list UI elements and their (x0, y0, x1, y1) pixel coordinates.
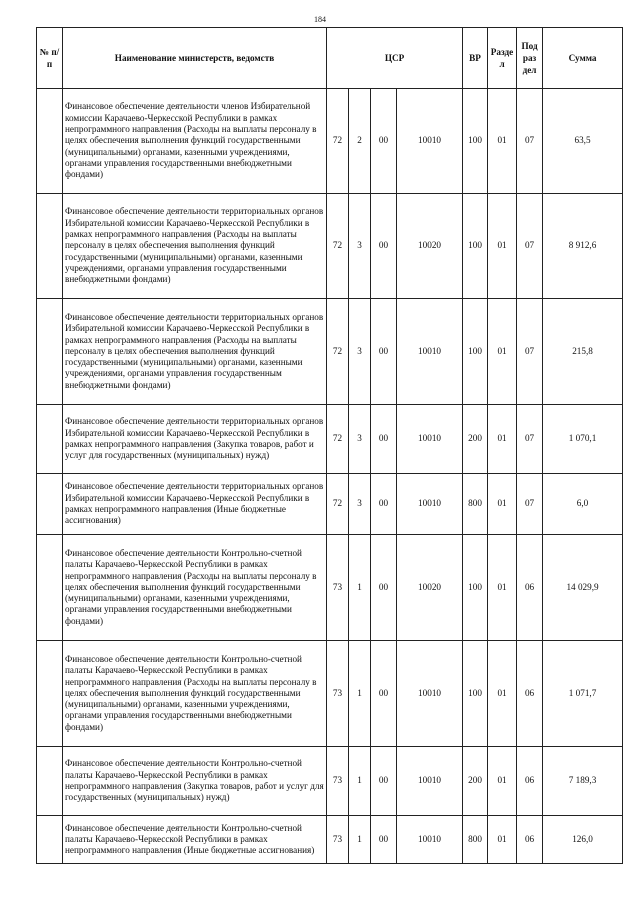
csr-event-cell: 00 (371, 299, 397, 405)
csr-program-cell: 73 (327, 535, 349, 641)
vr-cell: 100 (463, 535, 488, 641)
csr-direction-cell: 10010 (397, 747, 463, 816)
csr-subprogram-cell: 2 (349, 89, 371, 194)
row-num-cell (37, 535, 63, 641)
csr-direction-cell: 10010 (397, 641, 463, 747)
csr-program-cell: 73 (327, 747, 349, 816)
razdel-cell: 01 (488, 747, 517, 816)
csr-subprogram-cell: 1 (349, 747, 371, 816)
csr-subprogram-cell: 1 (349, 816, 371, 864)
csr-event-cell: 00 (371, 405, 397, 474)
row-num-cell (37, 405, 63, 474)
csr-event-cell: 00 (371, 535, 397, 641)
table-row (37, 816, 623, 864)
row-num-cell (37, 194, 63, 299)
csr-event-cell: 00 (371, 194, 397, 299)
csr-subprogram-cell: 3 (349, 405, 371, 474)
razdel-cell: 01 (488, 816, 517, 864)
csr-program-cell: 72 (327, 194, 349, 299)
podrazdel-cell: 07 (517, 474, 543, 535)
budget-table (36, 27, 623, 864)
csr-event-cell: 00 (371, 641, 397, 747)
csr-subprogram-cell: 1 (349, 535, 371, 641)
header-summa: Сумма (543, 28, 623, 89)
summa-cell: 126,0 (543, 816, 623, 864)
razdel-cell: 01 (488, 194, 517, 299)
podrazdel-cell: 07 (517, 194, 543, 299)
vr-cell: 100 (463, 194, 488, 299)
page-number: 184 (314, 15, 326, 24)
summa-cell: 63,5 (543, 89, 623, 194)
vr-cell: 200 (463, 405, 488, 474)
summa-cell: 8 912,6 (543, 194, 623, 299)
podrazdel-cell: 06 (517, 535, 543, 641)
row-name-cell: Финансовое обеспечение деятельности членов Избирательной комиссии Карачаево-Черкесской Республики в рамках непрограммного направления (Расходы на выплаты персоналу в целях обеспечения выполнения функций государственными (муниципальными) органами, казенными учреждениями, органами управления государственными внебюджетными фондами) (63, 89, 327, 194)
row-name-cell: Финансовое обеспечение деятельности территориальных органов Избирательной комиссии Карачаево-Черкесской Республики в рамках непрограммного направления (Расходы на выплаты персоналу в целях обеспечения выполнения функций государственными (муниципальными) органами, казенными учреждениями, органами управления государственными внебюджетными фондами) (63, 194, 327, 299)
row-name-cell: Финансовое обеспечение деятельности территориальных органов Избирательной комиссии Карачаево-Черкесской Республики в рамках непрограммного направления (Расходы на выплаты персоналу в целях обеспечения выполнения функций государственными (муниципальными) органами, казенными учреждениями, органами управления государственным внебюджетными фондами) (63, 299, 327, 405)
vr-cell: 800 (463, 816, 488, 864)
row-name-cell: Финансовое обеспечение деятельности Контрольно-счетной палаты Карачаево-Черкесской Республики в рамках непрограммного направления (Расходы на выплаты персоналу в целях обеспечения выполнения функций государственными (муниципальными) органами, казенными учреждениями, органами управления государственными внебюджетными фондами) (63, 641, 327, 747)
table-row (37, 194, 623, 299)
podrazdel-cell: 06 (517, 641, 543, 747)
row-name-cell: Финансовое обеспечение деятельности Контрольно-счетной палаты Карачаево-Черкесской Республики в рамках непрограммного направления (Расходы на выплаты персоналу в целях обеспечения выполнения функций государственными (муниципальными) органами, казенными учреждениями, органами управления государственными внебюджетными фондами) (63, 535, 327, 641)
csr-direction-cell: 10010 (397, 89, 463, 194)
summa-cell: 1 071,7 (543, 641, 623, 747)
csr-program-cell: 73 (327, 816, 349, 864)
table-row (37, 641, 623, 747)
header-razdel: Разде л (488, 28, 517, 89)
summa-cell: 6,0 (543, 474, 623, 535)
razdel-cell: 01 (488, 641, 517, 747)
header-vr: ВР (463, 28, 488, 89)
vr-cell: 200 (463, 747, 488, 816)
vr-cell: 800 (463, 474, 488, 535)
podrazdel-cell: 06 (517, 747, 543, 816)
csr-direction-cell: 10010 (397, 474, 463, 535)
csr-direction-cell: 10010 (397, 405, 463, 474)
row-num-cell (37, 641, 63, 747)
csr-program-cell: 72 (327, 405, 349, 474)
razdel-cell: 01 (488, 89, 517, 194)
csr-event-cell: 00 (371, 474, 397, 535)
table-row (37, 299, 623, 405)
row-name-cell: Финансовое обеспечение деятельности территориальных органов Избирательной комиссии Карачаево-Черкесской Республики в рамках непрограммного направления (Закупка товаров, работ и услуг для государственных (муниципальных) нужд) (63, 405, 327, 474)
podrazdel-cell: 07 (517, 405, 543, 474)
row-num-cell (37, 89, 63, 194)
csr-program-cell: 72 (327, 474, 349, 535)
csr-subprogram-cell: 3 (349, 299, 371, 405)
vr-cell: 100 (463, 299, 488, 405)
podrazdel-cell: 06 (517, 816, 543, 864)
table-body (37, 89, 623, 864)
summa-cell: 7 189,3 (543, 747, 623, 816)
csr-direction-cell: 10010 (397, 299, 463, 405)
row-num-cell (37, 299, 63, 405)
razdel-cell: 01 (488, 299, 517, 405)
vr-cell: 100 (463, 89, 488, 194)
csr-subprogram-cell: 3 (349, 194, 371, 299)
row-name-cell: Финансовое обеспечение деятельности территориальных органов Избирательной комиссии Карачаево-Черкесской Республики в рамках непрограммного направления (Иные бюджетные ассигнования) (63, 474, 327, 535)
csr-subprogram-cell: 1 (349, 641, 371, 747)
summa-cell: 14 029,9 (543, 535, 623, 641)
podrazdel-cell: 07 (517, 89, 543, 194)
vr-cell: 100 (463, 641, 488, 747)
table-header-row (37, 28, 623, 89)
summa-cell: 1 070,1 (543, 405, 623, 474)
header-csr: ЦСР (327, 28, 463, 89)
header-name: Наименование министерств, ведомств (63, 28, 327, 89)
table-row (37, 89, 623, 194)
csr-event-cell: 00 (371, 816, 397, 864)
csr-direction-cell: 10020 (397, 194, 463, 299)
razdel-cell: 01 (488, 405, 517, 474)
table-row (37, 474, 623, 535)
header-num: № п/п (37, 28, 63, 89)
csr-program-cell: 72 (327, 299, 349, 405)
row-num-cell (37, 474, 63, 535)
csr-subprogram-cell: 3 (349, 474, 371, 535)
csr-program-cell: 73 (327, 641, 349, 747)
row-num-cell (37, 747, 63, 816)
csr-direction-cell: 10020 (397, 535, 463, 641)
summa-cell: 215,8 (543, 299, 623, 405)
csr-event-cell: 00 (371, 89, 397, 194)
row-name-cell: Финансовое обеспечение деятельности Контрольно-счетной палаты Карачаево-Черкесской Республики в рамках непрограммного направления (Закупка товаров, работ и услуг для государственных (муниципальных) нужд) (63, 747, 327, 816)
podrazdel-cell: 07 (517, 299, 543, 405)
table-row (37, 405, 623, 474)
row-name-cell: Финансовое обеспечение деятельности Контрольно-счетной палаты Карачаево-Черкесской Республики в рамках непрограммного направления (Иные бюджетные ассигнования) (63, 816, 327, 864)
razdel-cell: 01 (488, 535, 517, 641)
csr-direction-cell: 10010 (397, 816, 463, 864)
row-num-cell (37, 816, 63, 864)
razdel-cell: 01 (488, 474, 517, 535)
header-podrazdel: Под раз дел (517, 28, 543, 89)
csr-program-cell: 72 (327, 89, 349, 194)
csr-event-cell: 00 (371, 747, 397, 816)
table-row (37, 747, 623, 816)
table-row (37, 535, 623, 641)
